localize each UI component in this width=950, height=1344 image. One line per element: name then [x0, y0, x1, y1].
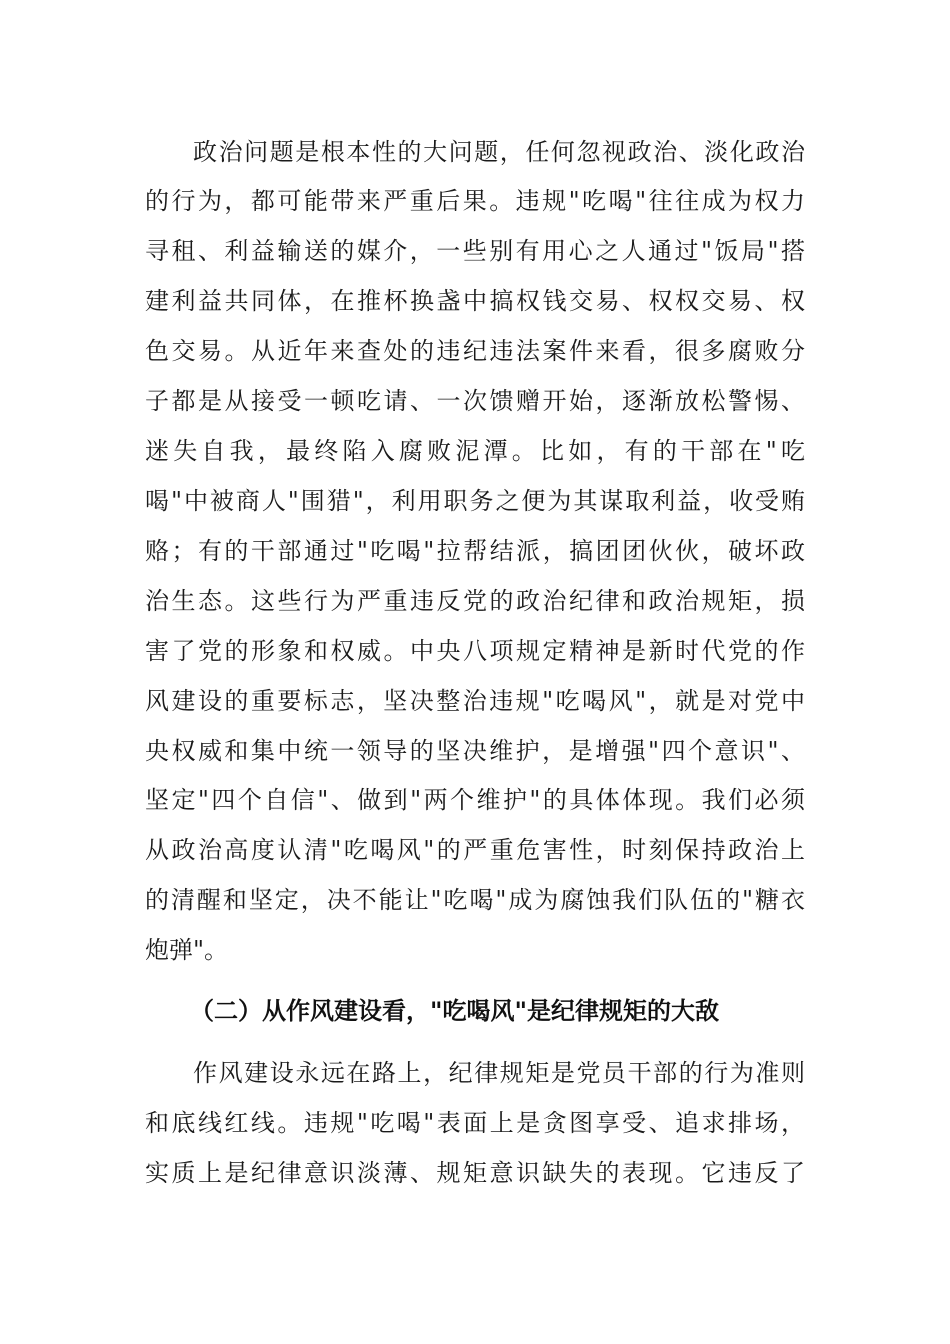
- paragraph-1-line-8: 喝"中被商人"围猎"，利用职务之便为其谋取利益，收受贿: [145, 487, 805, 515]
- paragraph-1-line-9: 赂；有的干部通过"吃喝"拉帮结派，搞团团伙伙，破坏政: [145, 537, 805, 565]
- paragraph-1-line-11: 害了党的形象和权威。中央八项规定精神是新时代党的作: [145, 637, 805, 665]
- paragraph-1-line-10: 治生态。这些行为严重违反党的政治纪律和政治规矩，损: [145, 587, 805, 615]
- paragraph-1-line-2: 的行为，都可能带来严重后果。违规"吃喝"往往成为权力: [145, 187, 805, 215]
- paragraph-2-line-2: 和底线红线。违规"吃喝"表面上是贪图享受、追求排场，: [145, 1109, 805, 1137]
- paragraph-1-line-14: 坚定"四个自信"、做到"两个维护"的具体体现。我们必须: [145, 786, 805, 814]
- paragraph-1-line-1: 政治问题是根本性的大问题，任何忽视政治、淡化政治: [193, 138, 805, 166]
- paragraph-1-line-7: 迷失自我，最终陷入腐败泥潭。比如，有的干部在"吃: [145, 437, 805, 465]
- paragraph-1-line-4: 建利益共同体，在推杯换盏中搞权钱交易、权权交易、权: [145, 287, 805, 315]
- section-heading-2: （二）从作风建设看，"吃喝风"是纪律规矩的大敌: [190, 997, 720, 1025]
- paragraph-1-line-13: 央权威和集中统一领导的坚决维护，是增强"四个意识"、: [145, 737, 805, 765]
- paragraph-1-line-16: 的清醒和坚定，决不能让"吃喝"成为腐蚀我们队伍的"糖衣: [145, 886, 805, 914]
- paragraph-1-line-6: 子都是从接受一顿吃请、一次馈赠开始，逐渐放松警惕、: [145, 387, 805, 415]
- paragraph-1-line-12: 风建设的重要标志，坚决整治违规"吃喝风"，就是对党中: [145, 687, 805, 715]
- paragraph-2-line-3: 实质上是纪律意识淡薄、规矩意识缺失的表现。它违反了: [145, 1159, 805, 1187]
- paragraph-1-line-3: 寻租、利益输送的媒介，一些别有用心之人通过"饭局"搭: [145, 237, 805, 265]
- paragraph-1-line-17: 炮弹"。: [145, 936, 229, 964]
- paragraph-1-line-5: 色交易。从近年来查处的违纪违法案件来看，很多腐败分: [145, 337, 805, 365]
- paragraph-2-line-1: 作风建设永远在路上，纪律规矩是党员干部的行为准则: [193, 1059, 805, 1087]
- paragraph-1-line-15: 从政治高度认清"吃喝风"的严重危害性，时刻保持政治上: [145, 836, 805, 864]
